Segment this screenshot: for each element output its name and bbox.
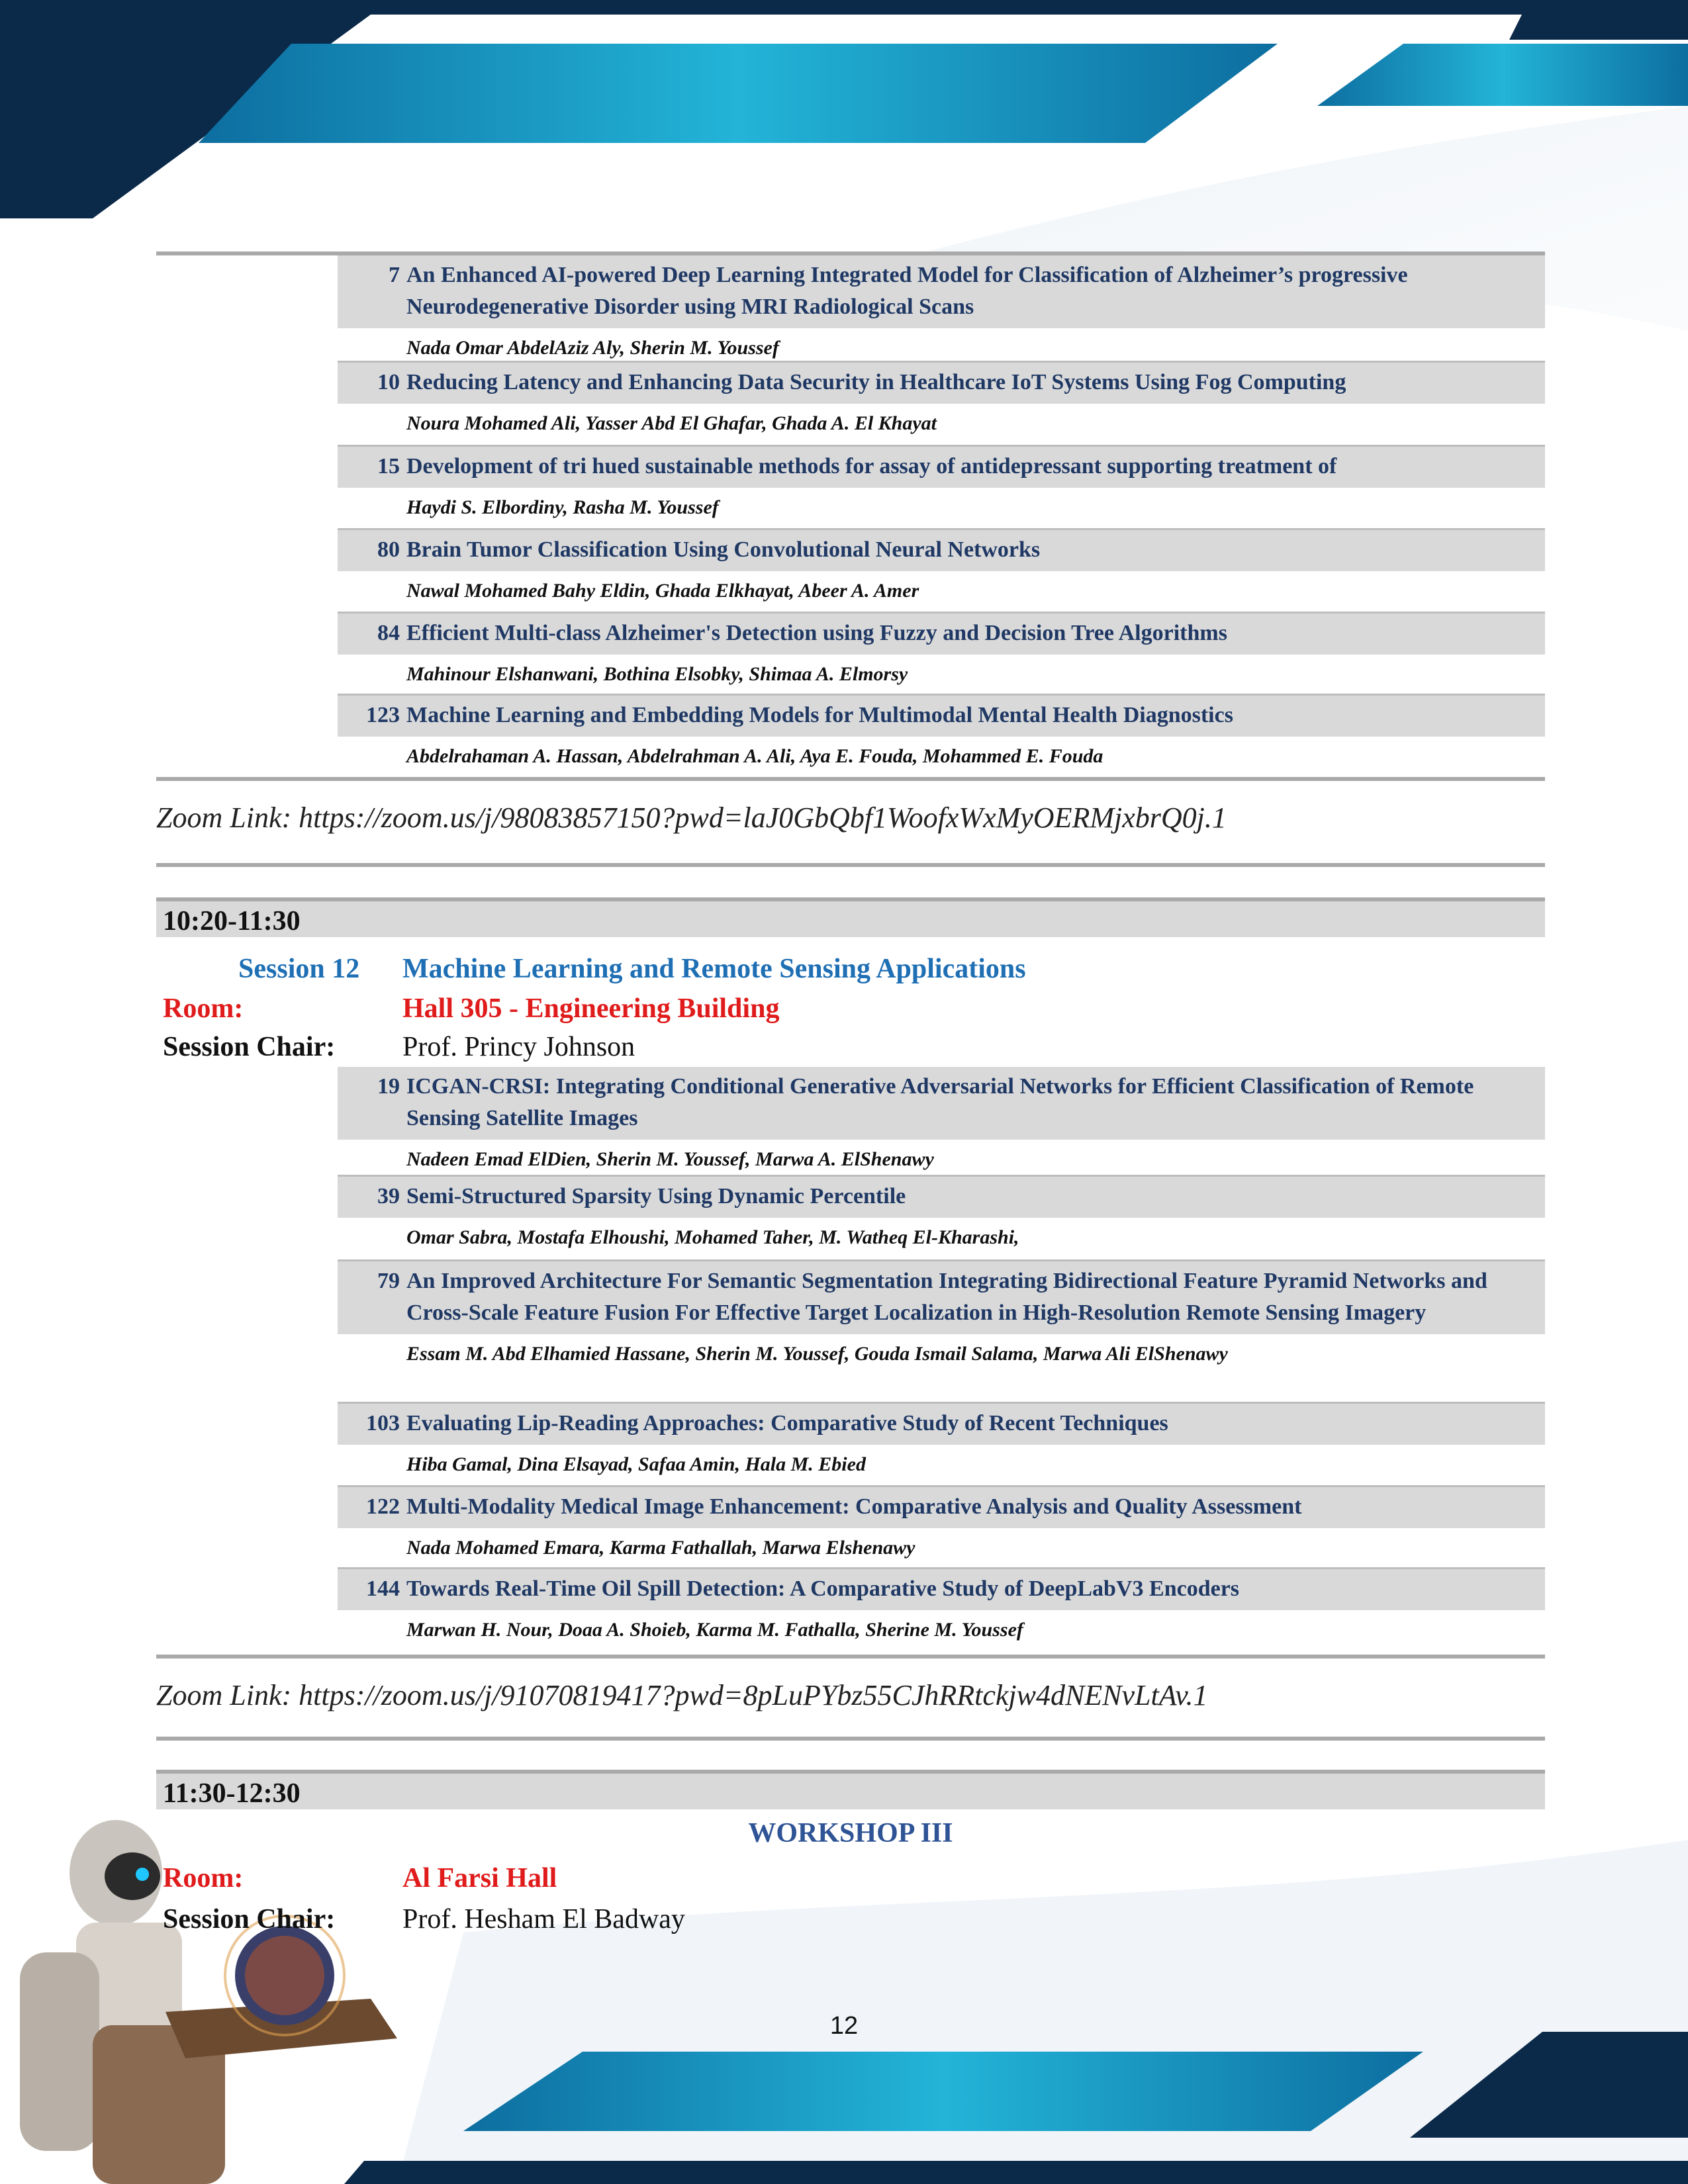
paper-authors: Mahinour Elshanwani, Bothina Elsobky, Shimaa A. Elmorsy bbox=[406, 663, 908, 685]
paper-authors: Essam M. Abd Elhamied Hassane, Sherin M. Youssef, Gouda Ismail Salama, Marwa Ali ElShenawy bbox=[406, 1343, 1228, 1365]
paper-entry bbox=[156, 361, 1545, 445]
paper-number: 79 bbox=[377, 1269, 400, 1293]
time-slot: 10:20-11:30 bbox=[156, 897, 1545, 937]
paper-authors: Nada Mohamed Emara, Karma Fathallah, Marwa Elshenawy bbox=[406, 1537, 915, 1559]
paper-entry bbox=[156, 1567, 1545, 1651]
paper-entry bbox=[156, 445, 1545, 529]
chair-value: Prof. Hesham El Badway bbox=[402, 1904, 685, 1934]
paper-authors: Nadeen Emad ElDien, Sherin M. Youssef, Marwa A. ElShenawy bbox=[406, 1148, 934, 1170]
paper-authors: Marwan H. Nour, Doaa A. Shoieb, Karma M. Fathalla, Sherine M. Youssef bbox=[406, 1619, 1023, 1641]
paper-number: 144 bbox=[366, 1576, 400, 1601]
section-divider bbox=[156, 1737, 1545, 1741]
paper-authors: Noura Mohamed Ali, Yasser Abd El Ghafar, Ghada A. El Khayat bbox=[406, 412, 937, 434]
paper-title: Towards Real-Time Oil Spill Detection: A Comparative Study of DeepLabV3 Encoders bbox=[406, 1576, 1240, 1601]
paper-number: 123 bbox=[366, 703, 400, 727]
workshop-title: WORKSHOP III bbox=[748, 1818, 953, 1848]
paper-number: 39 bbox=[377, 1184, 400, 1208]
paper-number: 10 bbox=[377, 370, 400, 394]
paper-entry bbox=[156, 612, 1545, 696]
section-divider bbox=[156, 777, 1545, 781]
paper-entry bbox=[156, 1067, 1545, 1181]
paper-title: An Enhanced AI-powered Deep Learning Integrated Model for Classification of Alzheimer’s progressive Neurodegenerative Disorder using MRI Radiological Scans bbox=[406, 263, 1408, 319]
paper-number: 19 bbox=[377, 1074, 400, 1099]
paper-title: Multi-Modality Medical Image Enhancement: Comparative Analysis and Quality Assessment bbox=[406, 1494, 1302, 1519]
paper-authors: Abdelrahaman A. Hassan, Abdelrahman A. Ali, Aya E. Fouda, Mohammed E. Fouda bbox=[406, 745, 1103, 767]
chair-label: Session Chair: bbox=[163, 1032, 336, 1062]
paper-entry bbox=[156, 694, 1545, 778]
paper-entry bbox=[156, 1175, 1545, 1259]
time-slot: 11:30-12:30 bbox=[156, 1770, 1545, 1809]
paper-number: 7 bbox=[389, 263, 400, 287]
page-number: 12 bbox=[829, 2012, 859, 2040]
session-title: Machine Learning and Remote Sensing Applications bbox=[402, 954, 1026, 984]
section-divider bbox=[156, 1655, 1545, 1659]
room-value: Hall 305 - Engineering Building bbox=[402, 993, 780, 1024]
zoom-link[interactable]: Zoom Link: https://zoom.us/j/91070819417?pwd=8pLuPYbz55CJhRRtckjw4dNENvLtAv.1 bbox=[156, 1679, 1208, 1711]
room-value: Al Farsi Hall bbox=[402, 1863, 557, 1893]
paper-number: 122 bbox=[366, 1494, 400, 1519]
chair-value: Prof. Princy Johnson bbox=[402, 1032, 635, 1062]
paper-title: Machine Learning and Embedding Models for Multimodal Mental Health Diagnostics bbox=[406, 703, 1233, 727]
paper-number: 103 bbox=[366, 1411, 400, 1435]
paper-entry bbox=[156, 1402, 1545, 1486]
paper-number: 80 bbox=[377, 537, 400, 562]
paper-title: ICGAN-CRSI: Integrating Conditional Generative Adversarial Networks for Efficient Classification of Remote Sensing Satellite Images bbox=[406, 1074, 1474, 1130]
paper-title: Semi-Structured Sparsity Using Dynamic Percentile bbox=[406, 1184, 906, 1208]
paper-entry bbox=[156, 1259, 1545, 1375]
paper-authors: Nawal Mohamed Bahy Eldin, Ghada Elkhayat, Abeer A. Amer bbox=[406, 580, 919, 602]
paper-entry bbox=[156, 1485, 1545, 1569]
paper-authors: Nada Omar AbdelAziz Aly, Sherin M. Youssef bbox=[406, 337, 779, 359]
paper-entry bbox=[156, 255, 1545, 369]
paper-title: Development of tri hued sustainable methods for assay of antidepressant supporting treatment of bbox=[406, 454, 1337, 478]
paper-title: An Improved Architecture For Semantic Segmentation Integrating Bidirectional Feature Pyramid Networks and Cross-Scale Feature Fusion For Effective Target Localization in High-Resolution Remote Sensing Imagery bbox=[406, 1269, 1487, 1325]
paper-number: 15 bbox=[377, 454, 400, 478]
paper-authors: Haydi S. Elbordiny, Rasha M. Youssef bbox=[406, 496, 719, 518]
room-label: Room: bbox=[163, 1863, 244, 1893]
paper-title: Evaluating Lip-Reading Approaches: Comparative Study of Recent Techniques bbox=[406, 1411, 1168, 1435]
room-label: Room: bbox=[163, 993, 244, 1024]
paper-authors: Hiba Gamal, Dina Elsayad, Safaa Amin, Hala M. Ebied bbox=[406, 1453, 866, 1475]
zoom-link[interactable]: Zoom Link: https://zoom.us/j/98083857150?pwd=laJ0GbQbf1WoofxWxMyOERMjxbrQ0j.1 bbox=[156, 801, 1227, 834]
paper-authors: Omar Sabra, Mostafa Elhoushi, Mohamed Taher, M. Watheq El-Kharashi, bbox=[406, 1226, 1019, 1248]
paper-title: Brain Tumor Classification Using Convolutional Neural Networks bbox=[406, 537, 1041, 562]
chair-label: Session Chair: bbox=[163, 1904, 336, 1934]
paper-title: Efficient Multi-class Alzheimer's Detection using Fuzzy and Decision Tree Algorithms bbox=[406, 621, 1227, 645]
session-number: Session 12 bbox=[238, 954, 360, 984]
paper-number: 84 bbox=[377, 621, 400, 645]
paper-title: Reducing Latency and Enhancing Data Security in Healthcare IoT Systems Using Fog Computing bbox=[406, 370, 1346, 394]
section-divider bbox=[156, 863, 1545, 867]
paper-entry bbox=[156, 528, 1545, 612]
